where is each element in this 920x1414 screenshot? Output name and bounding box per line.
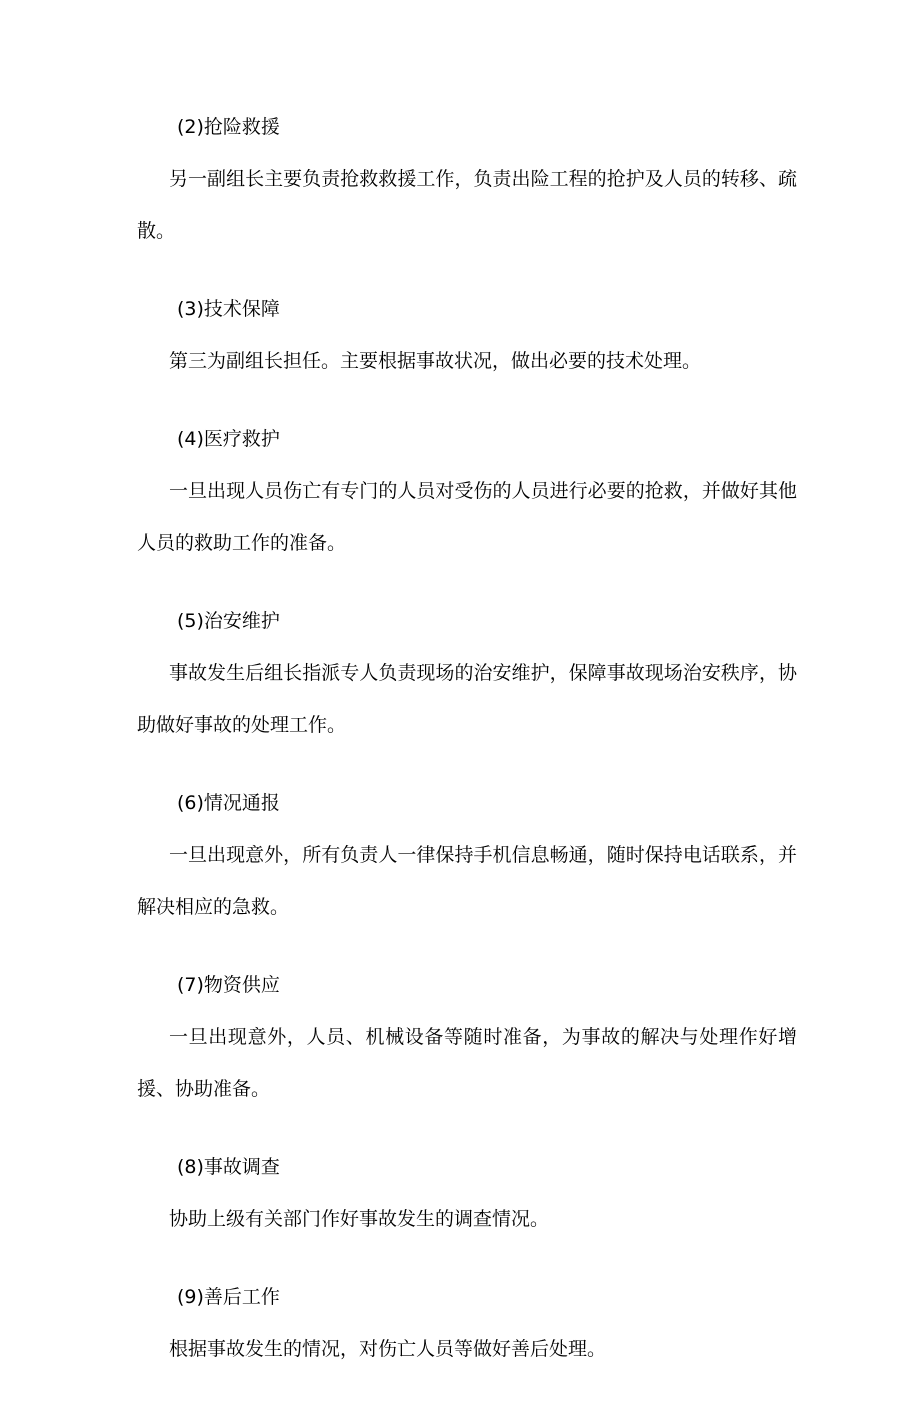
section-heading: (7)物资供应 (177, 974, 280, 996)
section-paragraph: 一旦出现意外，人员、机械设备等随时准备，为事故的解决与处理作好增援、协助准备。 (137, 1026, 797, 1100)
document-body (137, 114, 797, 1414)
section-heading: (6)情况通报 (177, 792, 280, 814)
section-reporting (137, 790, 797, 946)
section-paragraph: 第三为副组长担任。主要根据事故状况，做出必要的技术处理。 (169, 350, 702, 372)
section-investigation (137, 1154, 797, 1258)
section-medical-aid (137, 426, 797, 582)
section-rescue (137, 114, 797, 270)
section-security (137, 608, 797, 764)
section-heading: (9)善后工作 (177, 1286, 280, 1308)
section-paragraph: 一旦出现意外，所有负责人一律保持手机信息畅通，随时保持电话联系，并解决相应的急救。 (137, 844, 797, 918)
section-paragraph: 协助上级有关部门作好事故发生的调查情况。 (169, 1208, 550, 1230)
section-paragraph: 事故发生后组长指派专人负责现场的治安维护，保障事故现场治安秩序，协助做好事故的处理工作。 (137, 662, 797, 736)
section-heading: (3)技术保障 (177, 298, 280, 320)
section-heading: (2)抢险救援 (177, 116, 280, 138)
section-heading: (4)医疗救护 (177, 428, 280, 450)
section-technical-support (137, 296, 797, 400)
section-heading: (8)事故调查 (177, 1156, 280, 1178)
section-supplies (137, 972, 797, 1128)
section-aftermath (137, 1284, 797, 1388)
section-paragraph: 一旦出现人员伤亡有专门的人员对受伤的人员进行必要的抢救，并做好其他人员的救助工作的准备。 (137, 480, 797, 554)
section-paragraph: 根据事故发生的情况，对伤亡人员等做好善后处理。 (169, 1338, 607, 1360)
section-heading: (5)治安维护 (177, 610, 280, 632)
section-paragraph: 另一副组长主要负责抢救救援工作，负责出险工程的抢护及人员的转移、疏散。 (137, 168, 797, 242)
